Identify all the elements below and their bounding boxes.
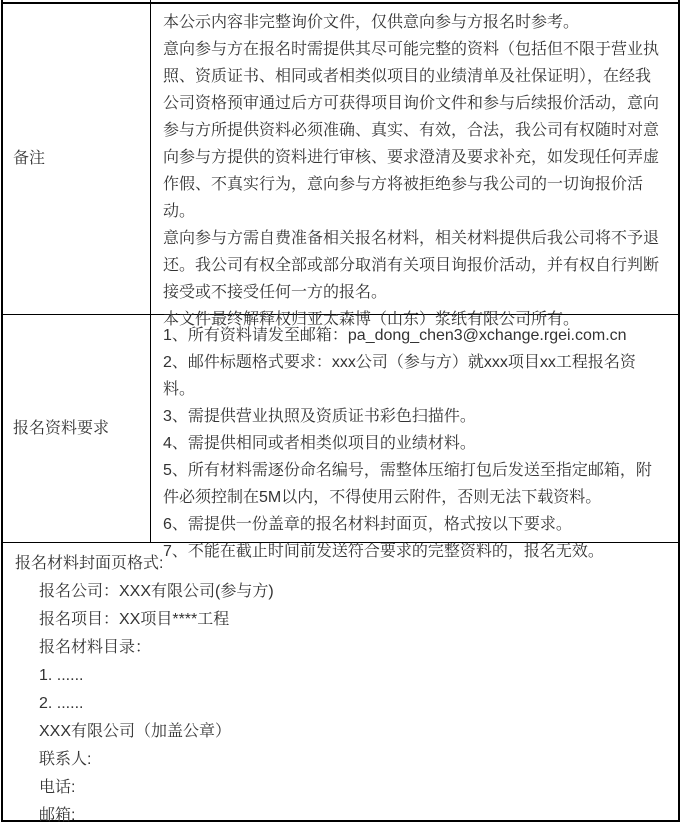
cover-format-title: 报名材料封面页格式: [15, 555, 164, 572]
cover-line-catalog: 报名材料目录： [39, 639, 152, 656]
cover-line-email: 邮箱: [39, 807, 76, 824]
cover-line-contact: 联系人: [39, 751, 92, 768]
requirement-item: 7、不能在截止时间前发送符合要求的完整资料的，报名无效。 [163, 543, 604, 560]
requirements-label-cell [3, 315, 151, 542]
remarks-paragraph: 意向参与方在报名时需提供其尽可能完整的资料（包括但不限于营业执照、资质证书、相同或者相类似项目的业绩清单及社保证明），在经我公司资格预审通过后方可获得项目询价文件和参与后续报价活动，意向参与方所提供资料必须准确、真实、有效，合法，我公司有权随时对意向参与方提供的资料进行审核、要求澄清及要求补充，如发现任何弄虚作假、不真实行为，意向参与方将被拒绝参与我公司的一切询报价活动。 [163, 41, 660, 220]
requirement-item: 2、邮件标题格式要求：xxx公司（参与方）就xxx项目xx工程报名资料。 [163, 354, 636, 398]
requirement-item: 5、所有材料需逐份命名编号，需整体压缩打包后发送至指定邮箱，附件必须控制在5M以内，不得使用云附件，否则无法下载资料。 [163, 462, 652, 506]
cover-line-phone: 电话: [39, 779, 76, 796]
remarks-paragraph: 本文件最终解释权归亚太森博（山东）浆纸有限公司所有。 [163, 311, 580, 328]
requirement-item: 6、需提供一份盖章的报名材料封面页，格式按以下要求。 [163, 516, 572, 533]
cover-line-company: 报名公司：XXX有限公司(参与方) [39, 583, 274, 600]
remarks-content-cell [151, 4, 678, 328]
cover-line-seal: XXX有限公司（加盖公章） [39, 723, 232, 740]
announcement-table [1, 2, 680, 822]
remarks-label-cell [3, 4, 151, 314]
requirements-label: 报名资料要求 [13, 419, 110, 437]
cover-line-item-1: 1. ...... [39, 667, 84, 684]
remarks-paragraph: 意向参与方需自费准备相关报名材料，相关材料提供后我公司将不予退还。我公司有权全部或部分取消有关项目询报价活动，并有权自行判断接受或不接受任何一方的报名。 [163, 230, 660, 301]
requirement-item: 4、需提供相同或者相类似项目的业绩材料。 [163, 435, 476, 452]
cover-format-section [3, 543, 678, 822]
remarks-row [3, 4, 678, 328]
cover-line-project: 报名项目：XX项目****工程 [39, 611, 230, 628]
remarks-label: 备注 [13, 150, 46, 167]
requirements-row [3, 315, 678, 560]
requirements-content-cell [151, 315, 678, 560]
remarks-paragraph: 本公示内容非完整询价文件，仅供意向参与方报名时参考。 [163, 14, 580, 31]
cover-line-item-2: 2. ...... [39, 695, 84, 712]
requirement-item: 1、所有资料请发至邮箱：pa_dong_chen3@xchange.rgei.com.cn [163, 327, 627, 344]
requirement-item: 3、需提供营业执照及资质证书彩色扫描件。 [163, 408, 476, 425]
